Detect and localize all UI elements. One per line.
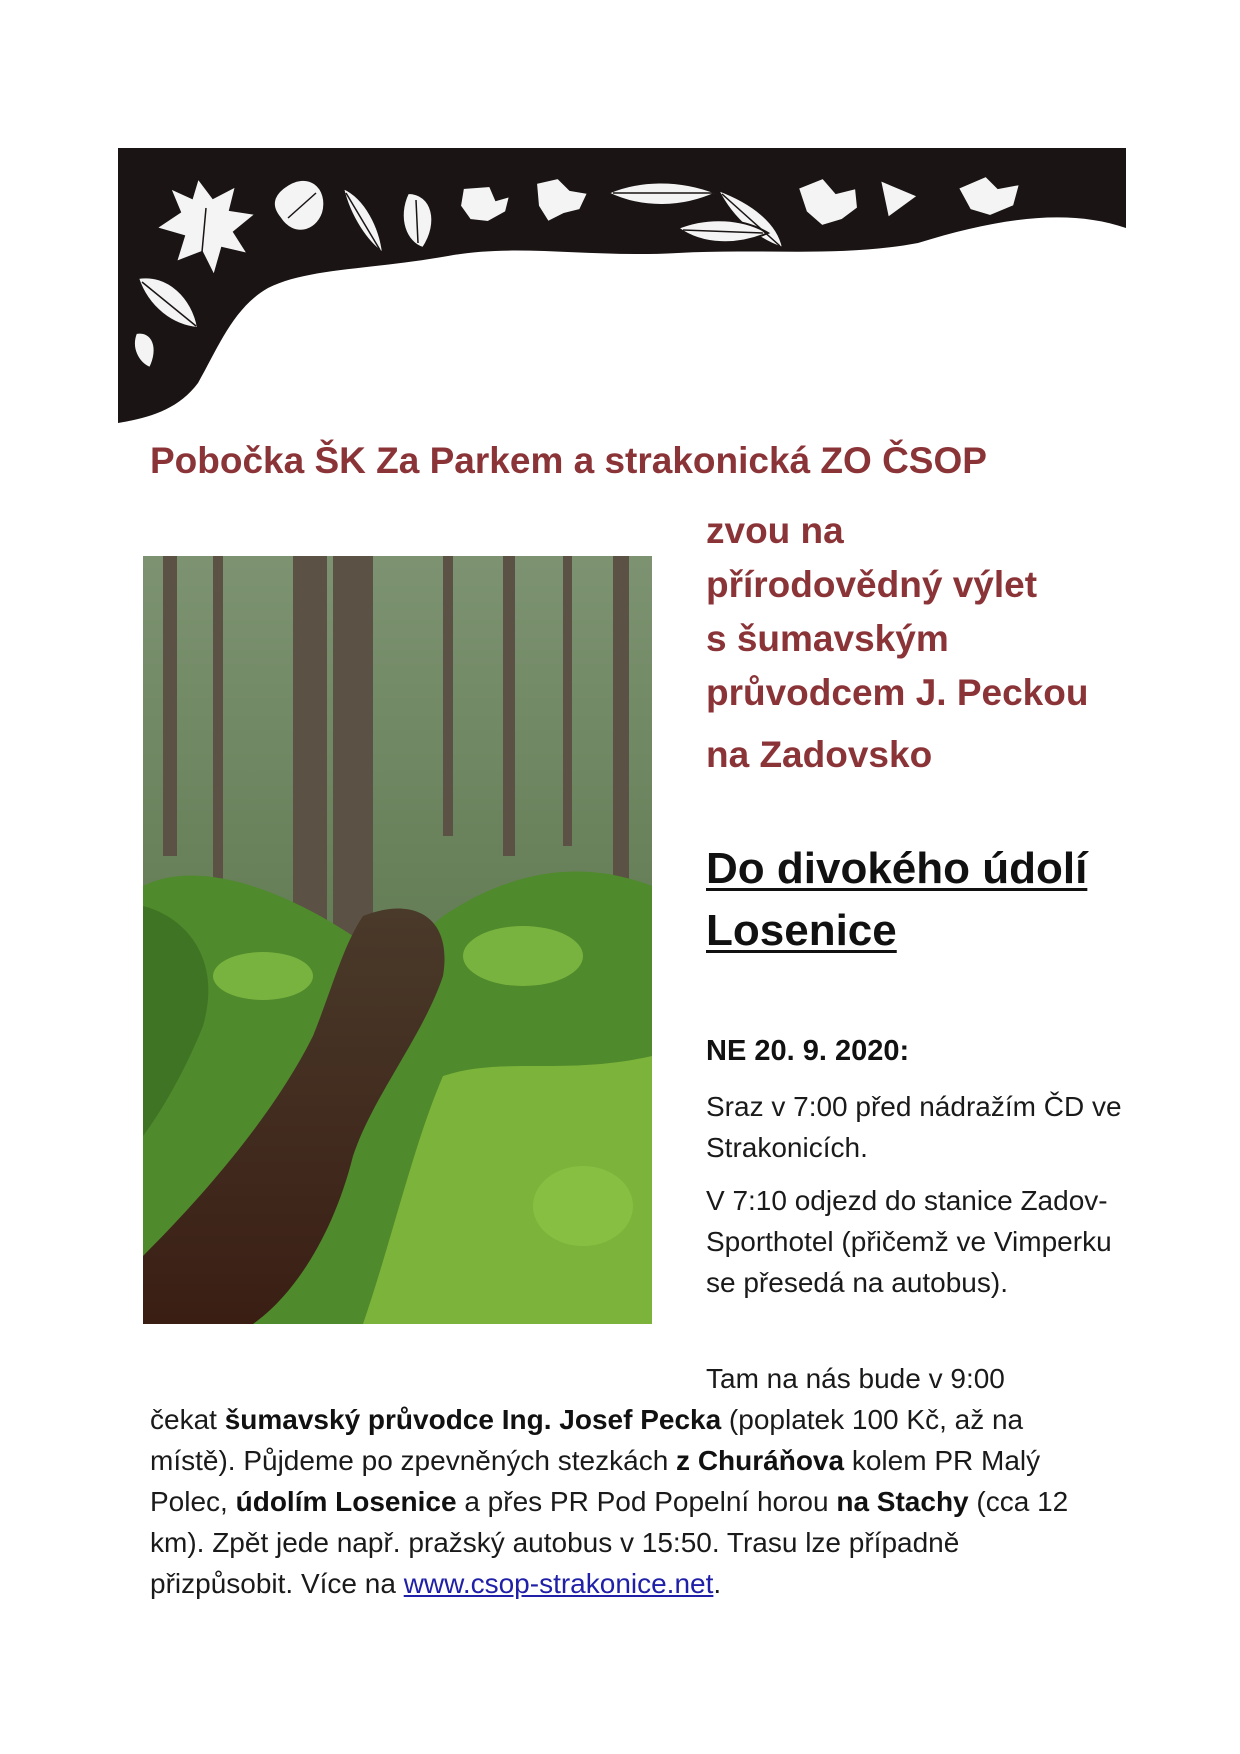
details-text: a přes PR Pod Popelní horou — [456, 1486, 837, 1517]
trip-title-line-1: Do divokého údolí — [706, 844, 1088, 893]
invitation-block — [706, 504, 1166, 782]
invite-line-5: na Zadovsko — [706, 734, 933, 775]
details-paragraph — [150, 1358, 1110, 1604]
details-text: čekat — [150, 1404, 225, 1435]
route-start: z Churáňova — [676, 1445, 845, 1476]
meeting-paragraph: Sraz v 7:00 před nádražím ČD ve Strakonicích. — [706, 1091, 1122, 1163]
details-text: (cca 12 km). Zpět jede např. pražský autobus v 15:50. Trasu lze případně přizpůsobit. Více na — [150, 1486, 1069, 1599]
details-first-line: Tam na nás bude v 9:00 — [706, 1363, 1005, 1394]
trip-title — [706, 838, 1166, 962]
forest-stream-photo — [143, 556, 652, 1324]
trip-date: NE 20. 9. 2020: — [706, 1035, 910, 1067]
organizers-heading: Pobočka ŠK Za Parkem a strakonická ZO ČSOP — [150, 440, 987, 481]
guide-name: šumavský průvodce Ing. Josef Pecka — [224, 1404, 722, 1435]
details-text: kolem PR Malý Polec, — [150, 1445, 1041, 1517]
details-text: . — [713, 1568, 722, 1599]
invite-line-3: s šumavským — [706, 618, 949, 659]
invite-line-4: průvodcem J. Peckou — [706, 672, 1089, 713]
invite-line-2: přírodovědný výlet — [706, 564, 1038, 605]
route-valley: údolím Losenice — [235, 1486, 457, 1517]
details-text: (poplatek 100 Kč, až na místě). Půjdeme po zpevněných stezkách — [150, 1404, 1024, 1476]
website-link[interactable]: www.csop-strakonice.net — [403, 1568, 714, 1599]
departure-paragraph: V 7:10 odjezd do stanice Zadov-Sporthotel (přičemž ve Vimperku se přesedá na autobus). — [706, 1185, 1112, 1298]
route-end: na Stachy — [836, 1486, 969, 1517]
trip-title-line-2: Losenice — [706, 906, 897, 955]
invite-line-1: zvou na — [706, 510, 844, 551]
leaf-border-banner — [118, 148, 1126, 423]
